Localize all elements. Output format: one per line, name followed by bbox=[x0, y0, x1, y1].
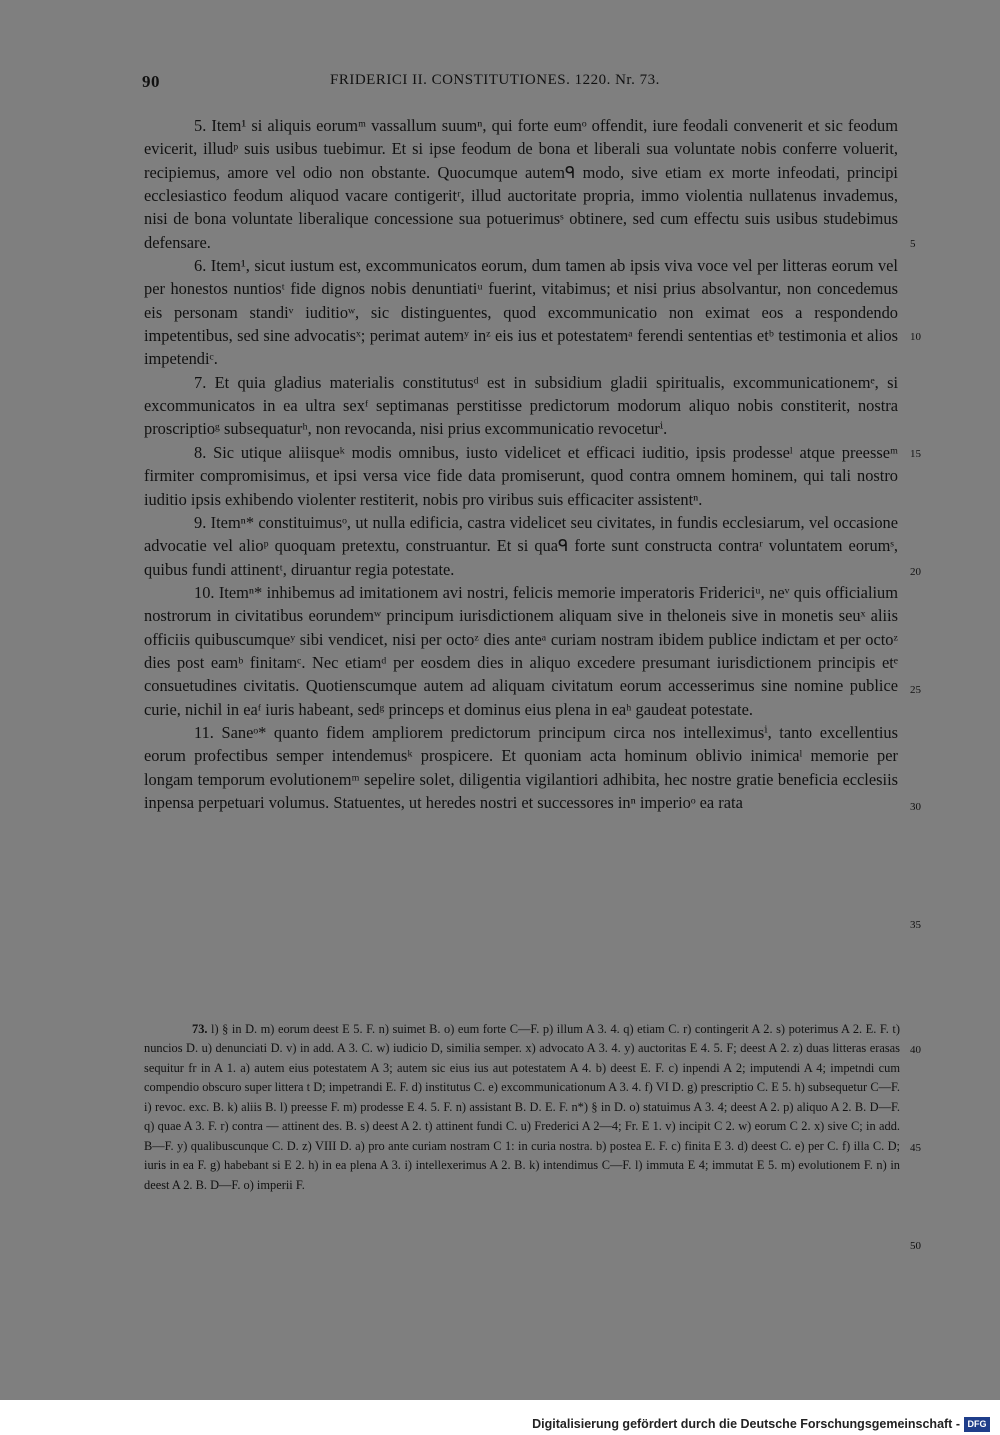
margin-number: 50 bbox=[910, 1240, 921, 1252]
margin-number: 15 bbox=[910, 448, 921, 460]
margin-number: 20 bbox=[910, 566, 921, 578]
paragraph-8: 8. Sic utique aliisqueᵏ modis omnibus, iusto videlicet et efficaci iuditio, ipsis prodesseˡ atque preesseᵐ firmiter compromisimus, et ipsi versa vice fide data promiserunt, quod contra omnem hominem, qui tali nostro iuditio ipsis exhibendo violenter restiterit, nobis pro viribus suis efficaciter assistentⁿ. bbox=[144, 442, 898, 509]
margin-number: 30 bbox=[910, 801, 921, 813]
margin-number: 5 bbox=[910, 238, 916, 250]
page-header bbox=[142, 72, 902, 96]
dfg-logo: DFG bbox=[964, 1417, 990, 1432]
margin-number: 25 bbox=[910, 684, 921, 696]
paragraph-6: 6. Item¹, sicut iustum est, excommunicatos eorum, dum tamen ab ipsis viva voce vel per litteras eorum vel per honestos nuntiosᵗ fide dignos nobis denuntiatiᵘ fuerint, vitabimus; et nisi prius absolvantur, non concedemus eis personam standiᵛ iuditioʷ, sic distinguentes, quod excommunicatio non eximat eos a respondendo impetentibus, sed sine advocatisˣ; perimat autemʸ inᶻ eis ius et potestatemᵃ ferendi sententias etᵇ testimonia et alios impetendiᶜ. bbox=[144, 256, 898, 369]
funding-credit: Digitalisierung gefördert durch die Deutsche Forschungsgemeinschaft - bbox=[532, 1417, 960, 1431]
paragraph-5: 5. Item¹ si aliquis eorumᵐ vassallum suumⁿ, qui forte eumᵒ offendit, iure feodali convenerit et sic feodum evicerit, illudᵖ suis usibus tuebimur. Et si ipse feodum de bona et liberali sua voluntate nobis conferre voluerit, recipiemus, amore vel odio non obstante. Quocumque autemᑫ modo, sive etiam ex morte infeodati, principi ecclesiastico feodum aliquod vacare contigeritʳ, illud auctoritate propria, immo violentia nullatenus invademus, nisi de bona voluntate liberalique concessione sua potuerimusˢ obtinere, sed cum effectu suis usibus studebimus defensare. bbox=[144, 116, 898, 252]
margin-number: 35 bbox=[910, 919, 921, 931]
margin-number: 10 bbox=[910, 331, 921, 343]
paragraph-9: 9. Itemⁿ* constituimusᵒ, ut nulla edificia, castra videlicet seu civitates, in fundis ecclesiarum, vel occasione advocatie vel alioᵖ quoquam pretextu, construantur. Et si quaᑫ forte sunt constructa contraʳ voluntatem eorumˢ, quibus fundi attinentᵗ, diruantur regia potestate. bbox=[144, 512, 898, 579]
paragraph-7: 7. Et quia gladius materialis constitutusᵈ est in subsidium gladii spiritualis, excommunicationemᵉ, si excommunicatos in ea ultra sexᶠ septimanas perstitisse predictorum modorum aliquo nobis constiterit, nostra proscriptioᵍ subsequaturʰ, non revocanda, nisi prius excommunicatio revoceturⁱ. bbox=[144, 372, 898, 439]
paragraph-10: 10. Itemⁿ* inhibemus ad imitationem avi nostri, felicis memorie imperatoris Fridericiᵘ, neᵛ quis officialium nostrorum in civitatibus eorundemʷ principum iurisdictionem aliquam sive in theloneis sive in monetis seuˣ aliis officiis quibuscumqueʸ sibi vendicet, nisi per octoᶻ dies anteᵃ curiam nostram ibidem publice indictam et per octoᶻ dies post eamᵇ finitamᶜ. Nec etiamᵈ per eosdem dies in aliquo excedere presumant iurisdictionem principis etᵉ consuetudines civitatis. Quotienscumque autem ad aliquam civitatum eorum accesserimus sine nomine publice curie, nichil in eaᶠ iuris habeant, sedᵍ princeps et dominus eius plena in eaʰ gaudeat potestate. bbox=[144, 582, 898, 719]
footnotes-text: l) § in D. m) eorum deest E 5. F. n) suimet B. o) eum forte C—F. p) illum A 3. 4. q) etiam C. r) contingerit A 2. s) poterimus A 2. E. F. t) nuncios D. u) denunciati D. v) in add. A 3. C. w) iudicio D, similia semper. x) advocato A 3. 4. y) auctoritas E 4. 5. F; deest A 2. z) duas litteras erasas sequitur fr in A 1. a) autem eius potestatem A 3; autem sic eius ius aut potestatem A 4. b) deest E. F. c) inpendi A 2; imputendi A 4; impetndi cum compendio obscuro super littera t D; impetrandi E. F. d) institutus C. e) excommunicationum A 3. 4. f) VI D. g) prescriptio C. E 5. h) subsequetur C—F. i) revoc. exc. B. k) aliis B. l) preesse F. m) prodesse E 4. 5. F. n) assistant B. D. E. F. n*) § in D. o) statuimus A 3. 4; deest A 2. p) aliquo A 2. B. D—F. q) quae A 3. F. r) contra — attinent des. B. s) deest A 2. t) attinent fundi C. u) Frederici A 2—4; Fr. E 1. v) incipit C 2. w) eorum C 2. x) sive C; in add. B—F. y) qualibuscunque C. D. z) VIII D. a) pro ante curiam nostram C 1: in curia nostra. b) postea E. F. c) finita E 3. d) deest C. e) per C. f) illa C. D; iuris in ea F. g) habebant si E 2. h) in ea plena A 3. i) intellexerimus A 2. B. k) intendimus C—F. l) immuta E 4; immutat E 5. m) evolutionem F. n) in deest A 2. B. D—F. o) imperii F. bbox=[144, 1022, 900, 1192]
margin-number: 40 bbox=[910, 1044, 921, 1056]
running-title: FRIDERICI II. CONSTITUTIONES. 1220. Nr. 73. bbox=[330, 72, 660, 88]
footnotes-number: 73. bbox=[192, 1022, 208, 1036]
margin-number: 45 bbox=[910, 1142, 921, 1154]
paragraph-11: 11. Saneᵒ* quanto fidem ampliorem predictorum principum circa nos intelleximusⁱ, tanto excellentius eorum profectibus semper intendemusᵏ prospicere. Et quoniam acta hominum oblivio inimicaˡ memorie per longam temporum evolutionemᵐ sepelire solet, diligentia vigilantiori adhibita, hec nostre gratie beneficia ecclesiis inpensa perpetuari volumus. Statuentes, ut heredes nostri et successores inⁿ imperioᵒ ea rata bbox=[144, 722, 898, 812]
page-number: 90 bbox=[142, 72, 160, 91]
main-text bbox=[144, 114, 898, 814]
footnotes bbox=[144, 1020, 900, 1195]
